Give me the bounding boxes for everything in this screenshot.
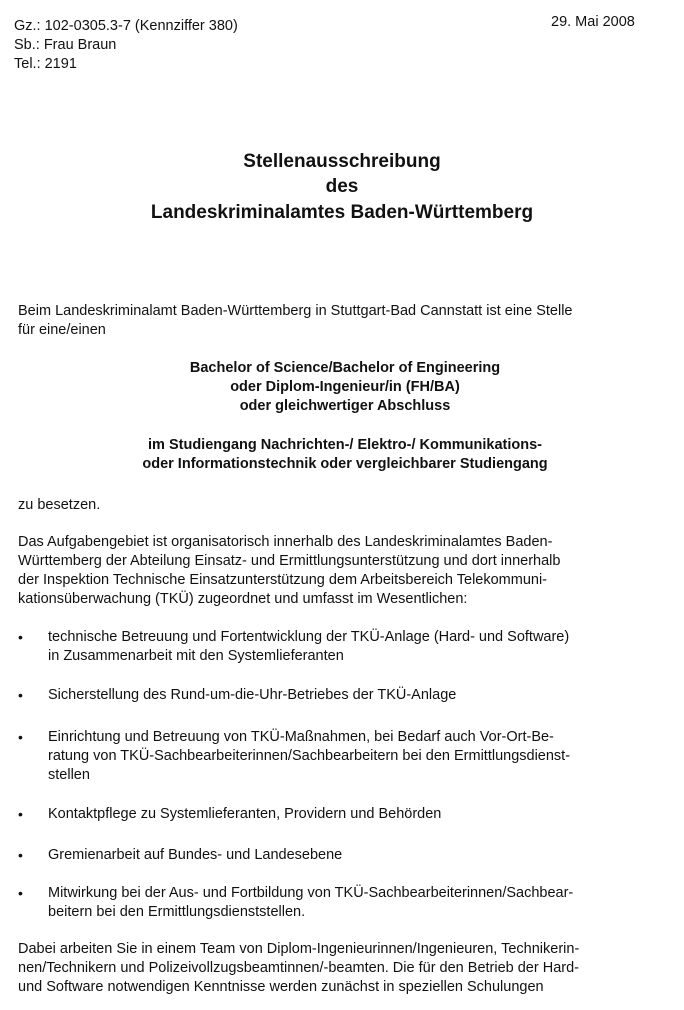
list-item-line: beitern bei den Ermittlungsdienststellen. [48, 904, 306, 920]
closing-line-3: und Software notwendigen Kenntnisse werden zunächst in speziellen Schulungen [18, 979, 544, 995]
tasks-intro-paragraph [18, 533, 673, 609]
bullet-icon: • [18, 629, 23, 645]
list-item-line: Mitwirkung bei der Aus- und Fortbildung von TKÜ-Sachbearbeiterinnen/Sachbear- [48, 885, 574, 901]
bullet-icon: • [18, 687, 23, 703]
intro-paragraph [18, 302, 673, 340]
degree-line-2: oder Diplom-Ingenieur/in (FH/BA) [230, 379, 460, 395]
title-line-1: Stellenausschreibung [243, 151, 441, 172]
tasks-intro-line-3: der Inspektion Technische Einsatzunterstützung dem Arbeitsbereich Telekommuni- [18, 572, 548, 588]
clerk-name: Sb.: Frau Braun [14, 37, 117, 53]
field-line-2: oder Informationstechnik oder vergleichbarer Studiengang [142, 456, 548, 472]
reference-number: Gz.: 102-0305.3-7 (Kennziffer 380) [14, 18, 238, 34]
closing-line-1: Dabei arbeiten Sie in einem Team von Diplom-Ingenieurinnen/Ingenieuren, Technikerin- [18, 941, 580, 957]
bullet-icon: • [18, 847, 23, 863]
title-line-3: Landeskriminalamtes Baden-Württemberg [150, 202, 534, 223]
bullet-icon: • [18, 729, 23, 745]
tasks-intro-line-2: Württemberg der Abteilung Einsatz- und Ermittlungsunterstützung und dort innerhalb [18, 553, 561, 569]
list-item-line: in Zusammenarbeit mit den Systemlieferanten [48, 648, 344, 664]
document-date: 29. Mai 2008 [551, 14, 635, 30]
phone-extension: Tel.: 2191 [14, 56, 77, 72]
bullet-icon: • [18, 806, 23, 822]
title-line-2: des [325, 176, 359, 197]
field-line-1: im Studiengang Nachrichten-/ Elektro-/ Kommunikations- [148, 437, 542, 453]
intro-line-2: für eine/einen [18, 322, 106, 338]
list-item-line: Sicherstellung des Rund-um-die-Uhr-Betriebes der TKÜ-Anlage [48, 687, 457, 703]
list-item-line: ratung von TKÜ-Sachbearbeiterinnen/Sachbearbeitern bei den Ermittlungsdienst- [48, 748, 571, 764]
list-item-line: Gremienarbeit auf Bundes- und Landesebene [48, 847, 343, 863]
tasks-intro-line-4: kationsüberwachung (TKÜ) zugeordnet und umfasst im Wesentlichen: [18, 591, 468, 607]
list-item-line: Einrichtung und Betreuung von TKÜ-Maßnahmen, bei Bedarf auch Vor-Ort-Be- [48, 729, 554, 745]
closing-line-2: nen/Technikern und Polizeivollzugsbeamtinnen/-beamten. Die für den Betrieb der Hard- [18, 960, 579, 976]
degree-line-3: oder gleichwertiger Abschluss [239, 398, 451, 414]
tasks-intro-line-1: Das Aufgabengebiet ist organisatorisch innerhalb des Landeskriminalamtes Baden- [18, 534, 553, 550]
bullet-icon: • [18, 885, 23, 901]
closing-paragraph [18, 940, 673, 997]
to-fill-text [18, 496, 673, 515]
degree-line-1: Bachelor of Science/Bachelor of Engineering [189, 360, 501, 376]
to-fill-line: zu besetzen. [18, 497, 101, 513]
list-item-line: stellen [48, 767, 90, 783]
intro-line-1: Beim Landeskriminalamt Baden-Württemberg in Stuttgart-Bad Cannstatt ist eine Stelle [18, 303, 573, 319]
list-item-line: technische Betreuung und Fortentwicklung der TKÜ-Anlage (Hard- und Software) [48, 629, 570, 645]
list-item-line: Kontaktpflege zu Systemlieferanten, Providern und Behörden [48, 806, 442, 822]
